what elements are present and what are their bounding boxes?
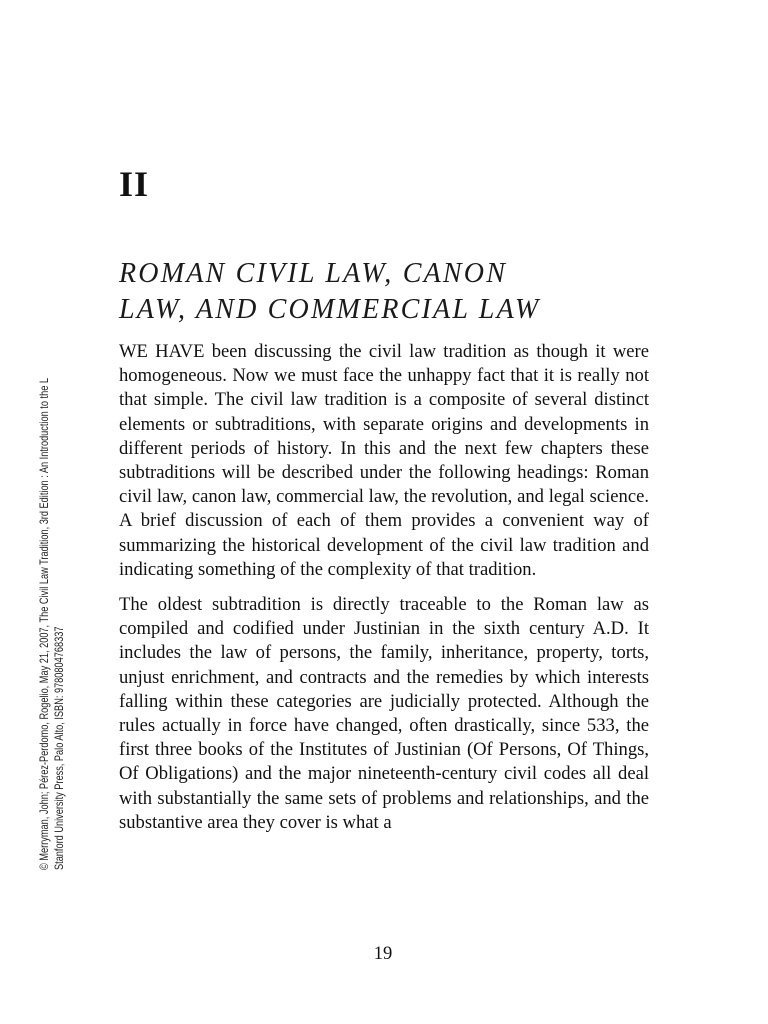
paragraph-1 (119, 340, 649, 582)
body-text (119, 340, 649, 846)
copyright-line-1: © Merryman, John; Pérez-Perdomo, Rogelio, May 21, 2007, The Civil Law Tradition, 3rd Edition : An Introduction to the L (37, 378, 51, 870)
page-number (0, 943, 768, 965)
page-number-text: 19 (373, 943, 393, 964)
chapter-title (119, 256, 659, 328)
chapter-title-line-2: LAW, AND COMMERCIAL LAW (119, 294, 541, 325)
copyright-margin-note (37, 277, 66, 870)
copyright-line-2: Stanford University Press, Palo Alto, ISBN: 9780804768337 (51, 626, 66, 870)
paragraph-1-lead: WE HAVE (119, 341, 205, 362)
chapter-title-line-1: ROMAN CIVIL LAW, CANON (119, 258, 508, 289)
paragraph-1-text: been discussing the civil law tradition as though it were homogeneous. Now we must face the unhappy fact that it is really not that simple. The civil law tradition is a composite of several distinct elements or subtraditions, with separate origins and developments in different periods of history. In this and the next few chapters these subtraditions will be described under the following headings: Roman civil law, canon law, commercial law, the revolution, and legal science. A brief discussion of each of them provides a convenient way of summarizing the historical development of the civil law tradition and indicating something of the complexity of that tradition. (119, 341, 649, 580)
paragraph-2: The oldest subtradition is directly traceable to the Roman law as compiled and codified under Justinian in the sixth century A.D. It includes the law of persons, the family, inheritance, property, torts, unjust enrichment, and contracts and the remedies by which interests falling within these categories are judicially protected. Although the rules actually in force have changed, often drastically, since 533, the first three books of the Institutes of Justinian (Of Persons, Of Things, Of Obligations) and the major nineteenth-century civil codes all deal with substantially the same sets of problems and relationships, and the substantive area they cover is what a (119, 594, 649, 833)
chapter-number: II (119, 164, 150, 204)
